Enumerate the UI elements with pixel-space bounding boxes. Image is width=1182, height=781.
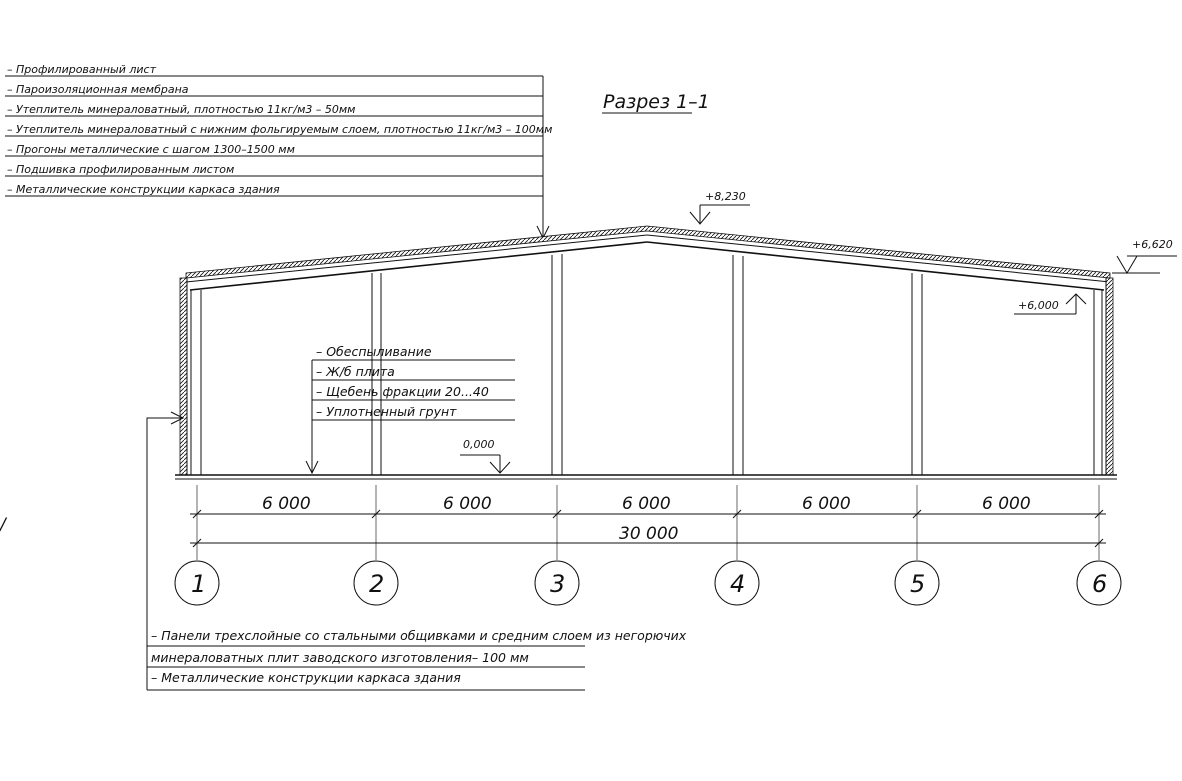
roof-layer-7: – Металлические конструкции каркаса здания [7, 183, 280, 196]
floor-layers-callout [306, 344, 515, 473]
axis-4 [715, 561, 759, 605]
section-title: Разрез 1–1 [603, 91, 710, 113]
floor [175, 475, 1117, 479]
overall-dimension: 30 000 [619, 524, 679, 544]
svg-text:4: 4 [730, 570, 746, 598]
axis-1 [175, 561, 219, 605]
dimensions [190, 485, 1106, 560]
wall-layer-1: – Панели трехслойные со стальными общивками и средним слоем из негорючих [151, 628, 687, 643]
floor-layer-4: – Уплотненный грунт [316, 404, 457, 419]
columns [372, 254, 922, 475]
axis-3 [535, 561, 579, 605]
left-wall [180, 278, 201, 475]
span-2: 6 000 [443, 494, 492, 514]
right-wall [1094, 278, 1113, 475]
span-1: 6 000 [262, 494, 311, 514]
svg-text:5: 5 [910, 570, 926, 598]
roof-layer-3: – Утеплитель минераловатный, плотностью 11кг/м3 – 50мм [7, 103, 356, 116]
margin-mark: / [0, 515, 6, 535]
floor-layer-2: – Ж/б плита [316, 364, 395, 379]
wall-layer-3: – Металлические конструкции каркаса здания [151, 670, 461, 685]
elevation-ridge [690, 190, 750, 224]
axis-2 [354, 561, 398, 605]
svg-text:2: 2 [369, 570, 385, 598]
roof-layer-6: – Подшивка профилированным листом [7, 163, 235, 176]
svg-text:6: 6 [1092, 570, 1108, 598]
svg-text:+8,230: +8,230 [705, 190, 746, 203]
elevation-eave [1112, 238, 1177, 273]
elevation-bottom-chord [1014, 294, 1086, 314]
svg-text:0,000: 0,000 [463, 438, 495, 451]
span-5: 6 000 [982, 494, 1031, 514]
axis-5 [895, 561, 939, 605]
span-4: 6 000 [802, 494, 851, 514]
axis-6 [1077, 561, 1121, 605]
svg-text:3: 3 [550, 570, 566, 598]
svg-text:1: 1 [191, 570, 207, 598]
roof-layers-callout [5, 63, 552, 238]
roof-layer-1: – Профилированный лист [7, 63, 156, 76]
wall-layers-callout [147, 412, 687, 690]
elevation-floor [460, 438, 510, 473]
span-3: 6 000 [622, 494, 671, 514]
axis-bubbles [175, 561, 1121, 605]
roof-layer-4: – Утеплитель минераловатный с нижним фольгируемым слоем, плотностью 11кг/м3 – 100мм [7, 123, 553, 136]
floor-layer-3: – Щебень фракции 20...40 [316, 384, 489, 399]
floor-layer-1: – Обеспыливание [316, 344, 432, 359]
svg-text:+6,620: +6,620 [1132, 238, 1173, 251]
svg-text:+6,000: +6,000 [1018, 299, 1059, 312]
wall-layer-2: минераловатных плит заводского изготовления– 100 мм [151, 650, 529, 665]
roof-layer-2: – Пароизоляционная мембрана [7, 83, 189, 96]
roof [186, 226, 1110, 290]
roof-layer-5: – Прогоны металлические с шагом 1300–1500 мм [7, 143, 295, 156]
